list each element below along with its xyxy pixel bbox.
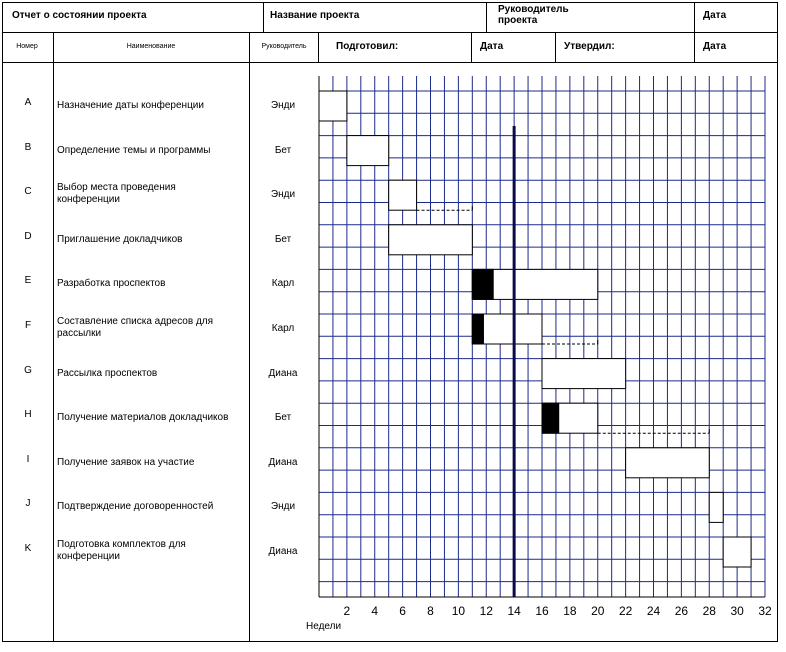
x-tick-label: 20 [591, 604, 605, 618]
task-bar [389, 225, 473, 255]
task-id: H [24, 409, 32, 421]
task-bar [389, 180, 417, 210]
x-tick-label: 18 [563, 604, 577, 618]
x-axis-label: Недели [306, 621, 342, 632]
task-name: Определение темы и программы [57, 144, 211, 156]
manager-label: Руководитель проекта [498, 4, 569, 26]
x-tick-label: 16 [535, 604, 549, 618]
x-tick-label: 4 [371, 604, 379, 618]
report-title: Отчет о состоянии проекта [12, 10, 147, 21]
task-id: K [24, 543, 32, 554]
task-name: Составление списка адресов для рассылки [57, 316, 214, 339]
task-name: Подготовка комплектов для конференции [57, 539, 186, 562]
task-id: D [24, 230, 32, 242]
x-tick-label: 26 [674, 604, 689, 618]
prepared-by-label: Подготовил: [336, 41, 399, 52]
task-name: Выбор места проведения конференции [57, 182, 176, 206]
task-name: Получение материалов докладчиков [57, 412, 229, 424]
x-tick-label: 2 [343, 604, 351, 618]
x-tick-label: 32 [758, 604, 772, 618]
task-progress-bar [472, 269, 493, 299]
x-tick-label: 28 [702, 604, 716, 618]
task-owner: Диана [268, 456, 298, 468]
prepared-date-label: Дата [480, 41, 504, 52]
task-bar [723, 537, 751, 567]
x-tick-label: 10 [451, 604, 466, 618]
date-label-top: Дата [703, 10, 727, 21]
x-tick-label: 24 [646, 604, 661, 618]
task-id: A [24, 97, 32, 108]
project-name-label: Название проекта [270, 10, 360, 21]
x-tick-label: 12 [479, 604, 493, 618]
task-id: C [24, 186, 32, 198]
task-name: Приглашение докладчиков [57, 233, 183, 245]
x-tick-label: 6 [399, 604, 406, 618]
task-progress-bar [472, 314, 483, 344]
task-owner: Диана [268, 546, 298, 557]
task-bar [319, 91, 347, 121]
task-owner: Энди [270, 189, 296, 201]
column-header-name: Наименование [126, 43, 176, 50]
task-name: Рассылка проспектов [57, 367, 158, 379]
approved-date-label: Дата [703, 41, 727, 52]
x-tick-label: 14 [507, 604, 521, 618]
task-owner: Диана [268, 367, 298, 379]
x-tick-label: 22 [618, 604, 633, 618]
task-owner: Бет [274, 412, 292, 424]
x-tick-label: 30 [730, 604, 744, 618]
column-header-number: Номер [16, 43, 38, 50]
task-id: J [25, 498, 31, 510]
task-owner: Карл [271, 323, 295, 334]
task-owner: Бет [274, 233, 292, 245]
task-bar [709, 492, 723, 522]
task-owner: Карл [271, 278, 295, 290]
task-name: Получение заявок на участие [57, 456, 195, 468]
task-owner: Энди [270, 501, 296, 513]
column-header-owner: Руководитель [261, 43, 307, 50]
task-bar [542, 359, 626, 389]
task-id: E [24, 275, 32, 287]
task-name: Назначение даты конференции [57, 100, 204, 111]
task-name: Подтверждение договоренностей [57, 501, 214, 513]
task-progress-bar [542, 403, 559, 433]
approved-by-label: Утвердил: [564, 41, 615, 52]
x-tick-label: 8 [427, 604, 434, 618]
task-name: Разработка проспектов [57, 278, 166, 290]
task-id: G [24, 364, 32, 376]
task-bar [347, 136, 389, 166]
task-id: B [24, 141, 32, 153]
task-id: F [24, 320, 32, 331]
task-bar [626, 448, 710, 478]
task-id: I [26, 453, 30, 465]
task-owner: Энди [270, 100, 296, 111]
task-owner: Бет [274, 144, 292, 156]
